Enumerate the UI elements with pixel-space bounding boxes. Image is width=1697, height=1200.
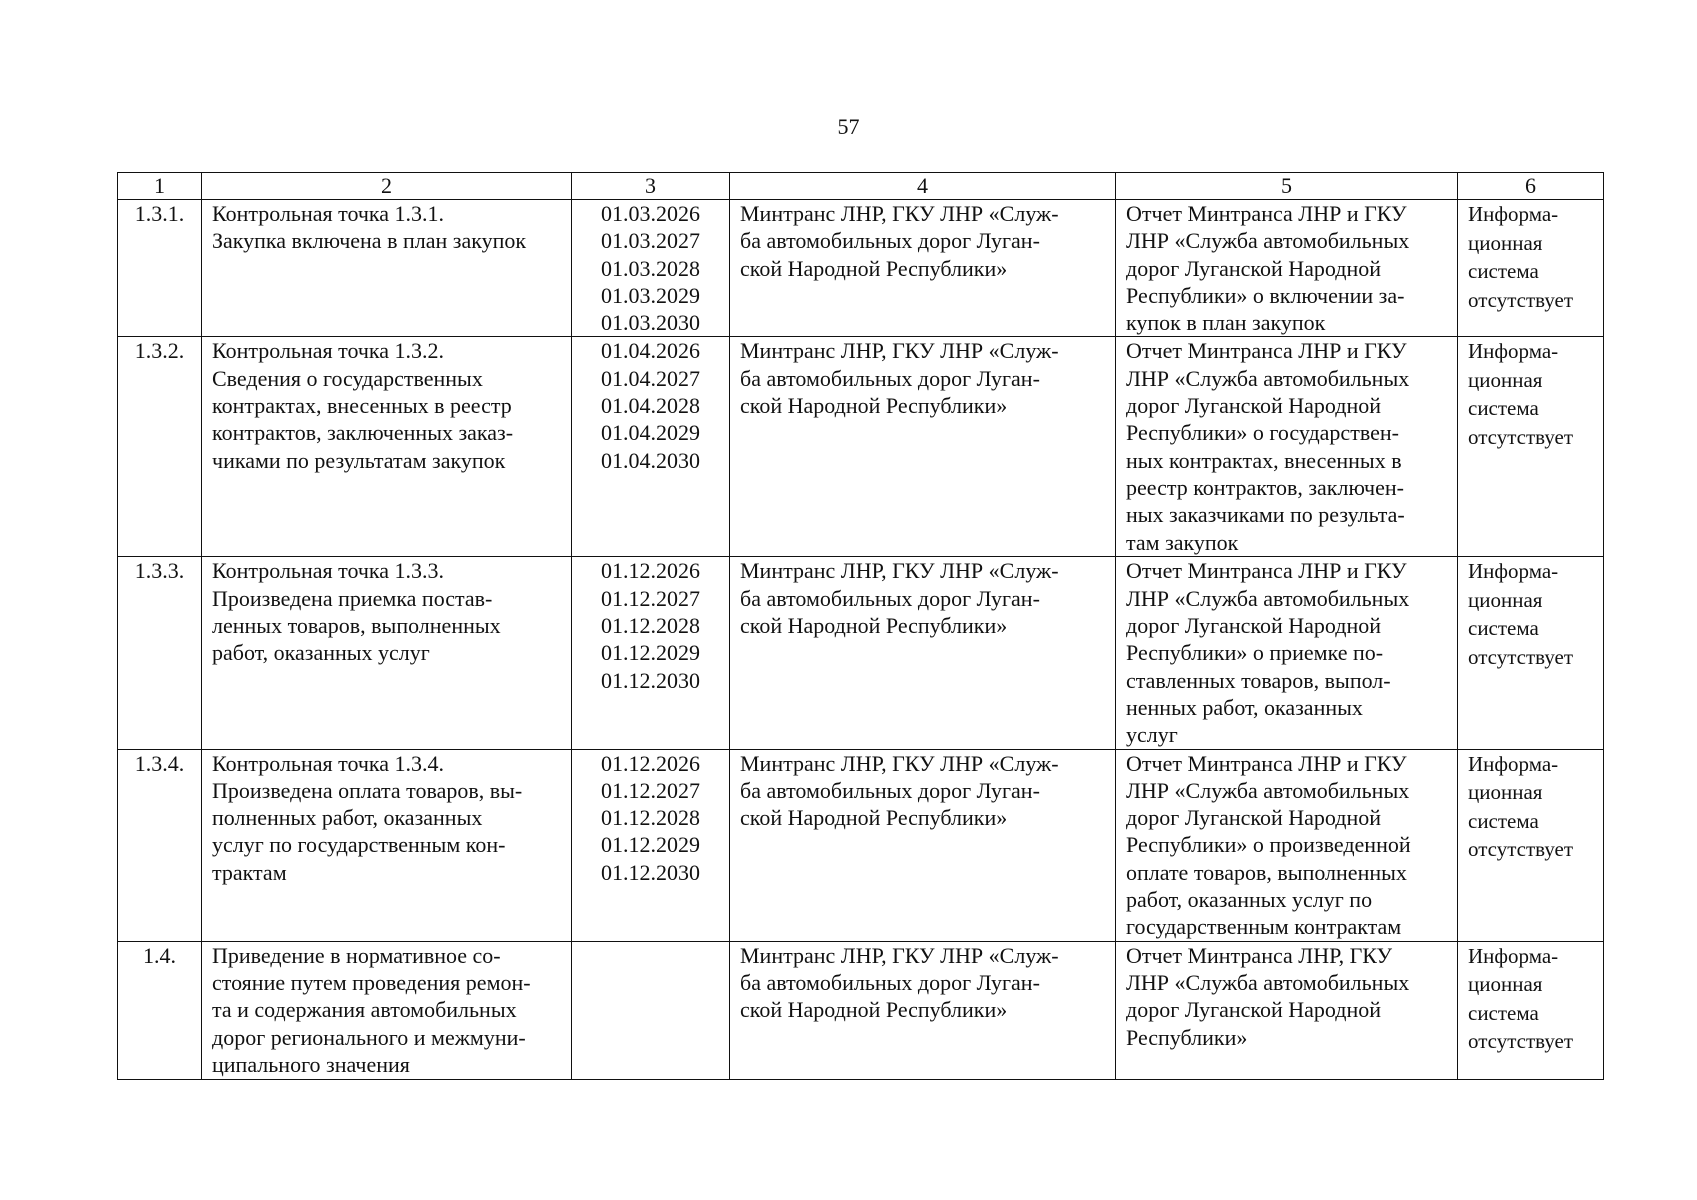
table-row — [118, 337, 1604, 557]
row-responsible: Минтранс ЛНР, ГКУ ЛНР «Служ- ба автомобильных дорог Луган- ской Народной Республики» — [730, 200, 1116, 337]
column-header-4: 4 — [730, 173, 1116, 200]
row-info-system: Информа- ционная система отсутствует — [1458, 337, 1604, 557]
row-dates: 01.03.2026 01.03.2027 01.03.2028 01.03.2029 01.03.2030 — [572, 200, 730, 337]
row-number: 1.3.2. — [118, 337, 202, 557]
row-dates — [572, 941, 730, 1079]
page-number: 57 — [837, 114, 860, 139]
row-info-system: Информа- ционная система отсутствует — [1458, 200, 1604, 337]
row-dates: 01.12.2026 01.12.2027 01.12.2028 01.12.2029 01.12.2030 — [572, 749, 730, 941]
row-description: Контрольная точка 1.3.2. Сведения о государственных контрактах, внесенных в реестр контрактов, заключенных заказ- чиками по результатам закупок — [202, 337, 572, 557]
row-info-system: Информа- ционная система отсутствует — [1458, 941, 1604, 1079]
table-row — [118, 749, 1604, 941]
column-header-2: 2 — [202, 173, 572, 200]
row-description: Контрольная точка 1.3.3. Произведена приемка постав- ленных товаров, выполненных работ, оказанных услуг — [202, 557, 572, 749]
control-points-table — [117, 172, 1604, 1080]
row-description: Контрольная точка 1.3.4. Произведена оплата товаров, вы- полненных работ, оказанных услуг по государственным кон- трактам — [202, 749, 572, 941]
column-header-3: 3 — [572, 173, 730, 200]
row-responsible: Минтранс ЛНР, ГКУ ЛНР «Служ- ба автомобильных дорог Луган- ской Народной Республики» — [730, 941, 1116, 1079]
row-responsible: Минтранс ЛНР, ГКУ ЛНР «Служ- ба автомобильных дорог Луган- ской Народной Республики» — [730, 337, 1116, 557]
column-header-6: 6 — [1458, 173, 1604, 200]
row-info-system: Информа- ционная система отсутствует — [1458, 557, 1604, 749]
row-document: Отчет Минтранса ЛНР и ГКУ ЛНР «Служба автомобильных дорог Луганской Народной Республики» о государствен- ных контрактах, внесенных в реестр контрактов, заключен- ных заказчиками по результа- там закупок — [1116, 337, 1458, 557]
column-header-5: 5 — [1116, 173, 1458, 200]
row-description: Приведение в нормативное со- стояние путем проведения ремон- та и содержания автомобильных дорог регионального и межмуни- ципального значения — [202, 941, 572, 1079]
row-responsible: Минтранс ЛНР, ГКУ ЛНР «Служ- ба автомобильных дорог Луган- ской Народной Республики» — [730, 557, 1116, 749]
table-row — [118, 200, 1604, 337]
table-row — [118, 941, 1604, 1079]
column-header-1: 1 — [118, 173, 202, 200]
row-dates: 01.04.2026 01.04.2027 01.04.2028 01.04.2029 01.04.2030 — [572, 337, 730, 557]
row-document: Отчет Минтранса ЛНР и ГКУ ЛНР «Служба автомобильных дорог Луганской Народной Республики» о включении за- купок в план закупок — [1116, 200, 1458, 337]
table-row — [118, 557, 1604, 749]
row-number: 1.3.1. — [118, 200, 202, 337]
table-header-row — [118, 173, 1604, 200]
row-description: Контрольная точка 1.3.1. Закупка включена в план закупок — [202, 200, 572, 337]
row-responsible: Минтранс ЛНР, ГКУ ЛНР «Служ- ба автомобильных дорог Луган- ской Народной Республики» — [730, 749, 1116, 941]
row-number: 1.3.4. — [118, 749, 202, 941]
row-number: 1.4. — [118, 941, 202, 1079]
row-number: 1.3.3. — [118, 557, 202, 749]
row-dates: 01.12.2026 01.12.2027 01.12.2028 01.12.2029 01.12.2030 — [572, 557, 730, 749]
row-info-system: Информа- ционная система отсутствует — [1458, 749, 1604, 941]
row-document: Отчет Минтранса ЛНР и ГКУ ЛНР «Служба автомобильных дорог Луганской Народной Республики» о приемке по- ставленных товаров, выпол- ненных работ, оказанных услуг — [1116, 557, 1458, 749]
row-document: Отчет Минтранса ЛНР, ГКУ ЛНР «Служба автомобильных дорог Луганской Народной Республики» — [1116, 941, 1458, 1079]
row-document: Отчет Минтранса ЛНР и ГКУ ЛНР «Служба автомобильных дорог Луганской Народной Республики» о произведенной оплате товаров, выполненных работ, оказанных услуг по государственным контрактам — [1116, 749, 1458, 941]
